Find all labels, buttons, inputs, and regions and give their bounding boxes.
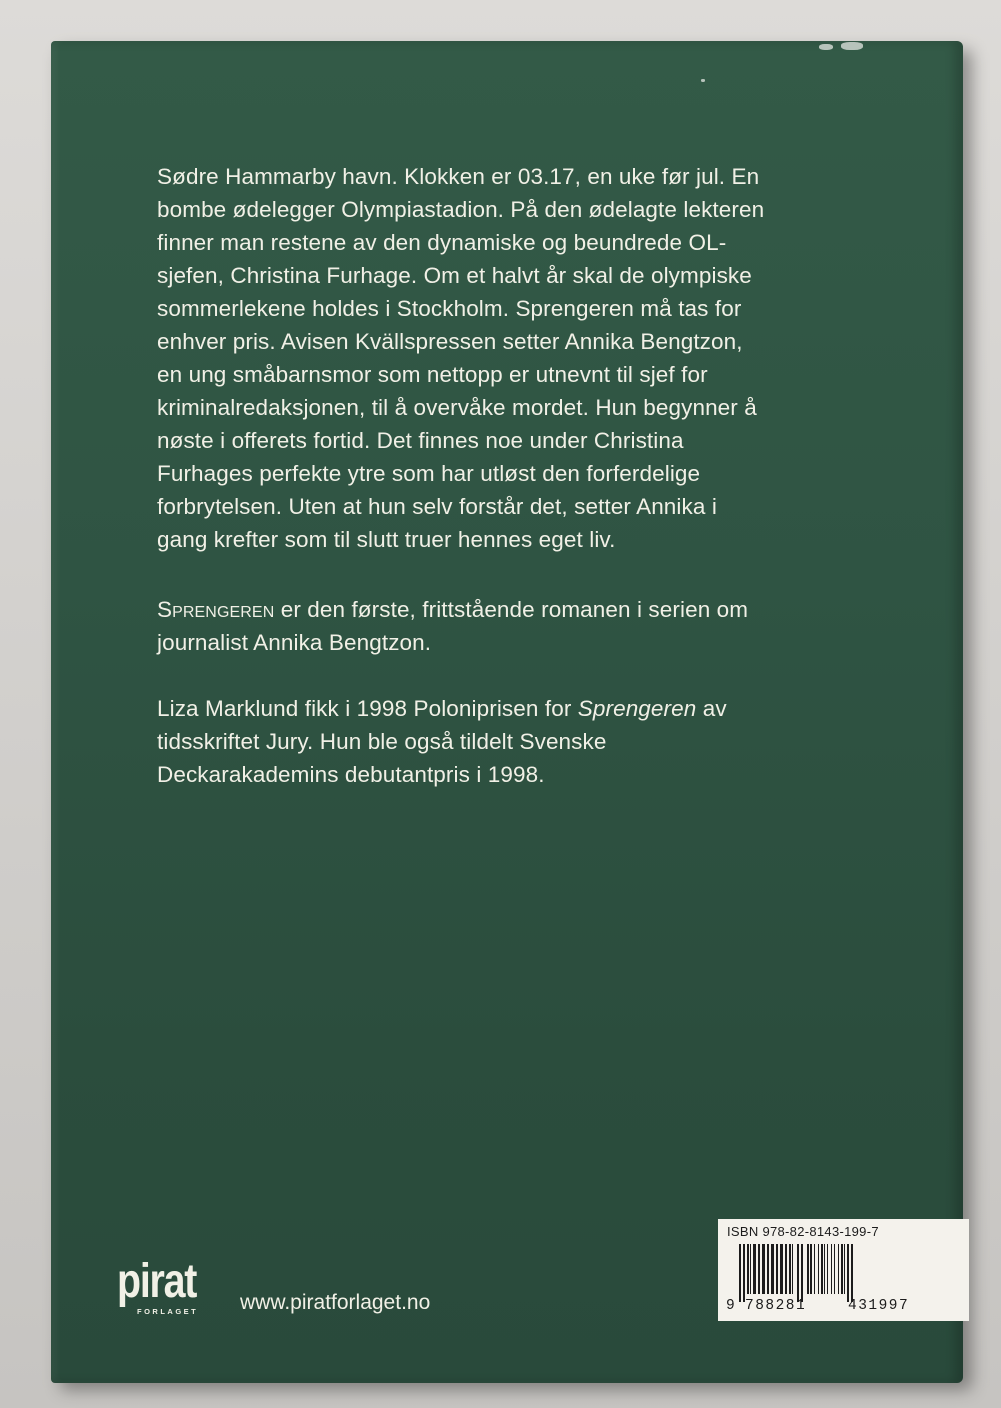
blurb-line: sjefen, Christina Furhage. Om et halvt år skal de olympiske <box>157 263 752 288</box>
award-line: Deckarakademins debutantpris i 1998. <box>157 762 545 787</box>
barcode-bar <box>743 1244 745 1302</box>
barcode-bar <box>739 1244 741 1302</box>
barcode-bar <box>785 1244 787 1294</box>
barcode-bars <box>737 1244 951 1304</box>
award-paragraph <box>157 692 897 791</box>
barcode-bar <box>807 1244 809 1294</box>
award-line: tidsskriftet Jury. Hun ble også tildelt Svenske <box>157 729 607 754</box>
barcode-bar <box>758 1244 760 1294</box>
logo-wordmark: pirat <box>117 1255 197 1308</box>
blurb-line: gang krefter som til slutt truer hennes eget liv. <box>157 527 616 552</box>
barcode-bar <box>814 1244 815 1294</box>
logo-subtitle: FORLAGET <box>137 1307 199 1316</box>
blurb-line: bombe ødelegger Olympiastadion. På den ødelagte lekteren <box>157 197 765 222</box>
barcode-bar <box>827 1244 828 1294</box>
blurb-line: nøste i offerets fortid. Det finnes noe under Christina <box>157 428 684 453</box>
series-line: journalist Annika Bengtzon. <box>157 630 432 655</box>
barcode-bar <box>762 1244 765 1294</box>
cover-scuff <box>701 79 705 82</box>
barcode-bar <box>792 1244 793 1294</box>
barcode-bar <box>810 1244 812 1294</box>
barcode-bar <box>824 1244 825 1294</box>
isbn-label: ISBN 978-82-8143-199-7 <box>727 1224 879 1239</box>
barcode-digits-left: 788281 <box>745 1298 807 1314</box>
blurb-line: enhver pris. Avisen Kvällspressen setter Annika Bengtzon, <box>157 329 743 354</box>
award-line <box>157 692 897 725</box>
isbn-barcode <box>718 1219 969 1321</box>
barcode-bar <box>818 1244 819 1294</box>
barcode-digits-right: 431997 <box>848 1298 910 1314</box>
book-title-italic: Sprengeren <box>577 696 697 721</box>
barcode-bar <box>780 1244 783 1294</box>
barcode-bar <box>771 1244 774 1294</box>
barcode-bar <box>844 1244 845 1294</box>
barcode-bar <box>847 1244 849 1302</box>
blurb-line: sommerlekene holdes i Stockholm. Sprengeren må tas for <box>157 296 742 321</box>
cover-scuff <box>819 44 833 50</box>
publisher-website: www.piratforlaget.no <box>240 1291 431 1314</box>
barcode-bar <box>834 1244 835 1294</box>
book-back-cover <box>51 41 963 1383</box>
blurb-line: en ung småbarnsmor som nettopp er utnevnt til sjef for <box>157 362 708 387</box>
book-title-smallcaps: Sprengeren <box>157 597 275 622</box>
blurb-line: Sødre Hammarby havn. Klokken er 03.17, en uke før jul. En <box>157 164 760 189</box>
award-line-start: Liza Marklund fikk i 1998 Poloniprisen for <box>157 696 578 721</box>
barcode-bar <box>747 1244 749 1294</box>
blurb-paragraph <box>157 160 897 556</box>
series-line <box>157 593 897 626</box>
barcode-bar <box>767 1244 769 1294</box>
barcode-bar <box>801 1244 803 1302</box>
barcode-bar <box>797 1244 799 1302</box>
barcode-bar <box>831 1244 832 1294</box>
barcode-bar <box>838 1244 839 1294</box>
barcode-bar <box>776 1244 778 1294</box>
series-paragraph <box>157 593 897 659</box>
barcode-bar <box>821 1244 823 1294</box>
blurb-line: Furhages perfekte ytre som har utløst den forferdelige <box>157 461 701 486</box>
award-line-end: av <box>696 696 727 721</box>
blurb-line: forbrytelsen. Uten at hun selv forstår det, setter Annika i <box>157 494 717 519</box>
series-line-rest: er den første, frittstående romanen i serien om <box>274 597 749 622</box>
blurb-line: kriminalredaksjonen, til å overvåke mordet. Hun begynner å <box>157 395 757 420</box>
barcode-bar <box>753 1244 756 1294</box>
barcode-bar <box>841 1244 843 1294</box>
pirat-logo <box>117 1257 227 1327</box>
barcode-bar <box>789 1244 791 1294</box>
barcode-bar <box>750 1244 751 1294</box>
barcode-bar <box>851 1244 853 1302</box>
blurb-line: finner man restene av den dynamiske og beundrede OL- <box>157 230 727 255</box>
barcode-first-digit: 9 <box>726 1298 735 1314</box>
cover-scuff <box>841 42 863 50</box>
